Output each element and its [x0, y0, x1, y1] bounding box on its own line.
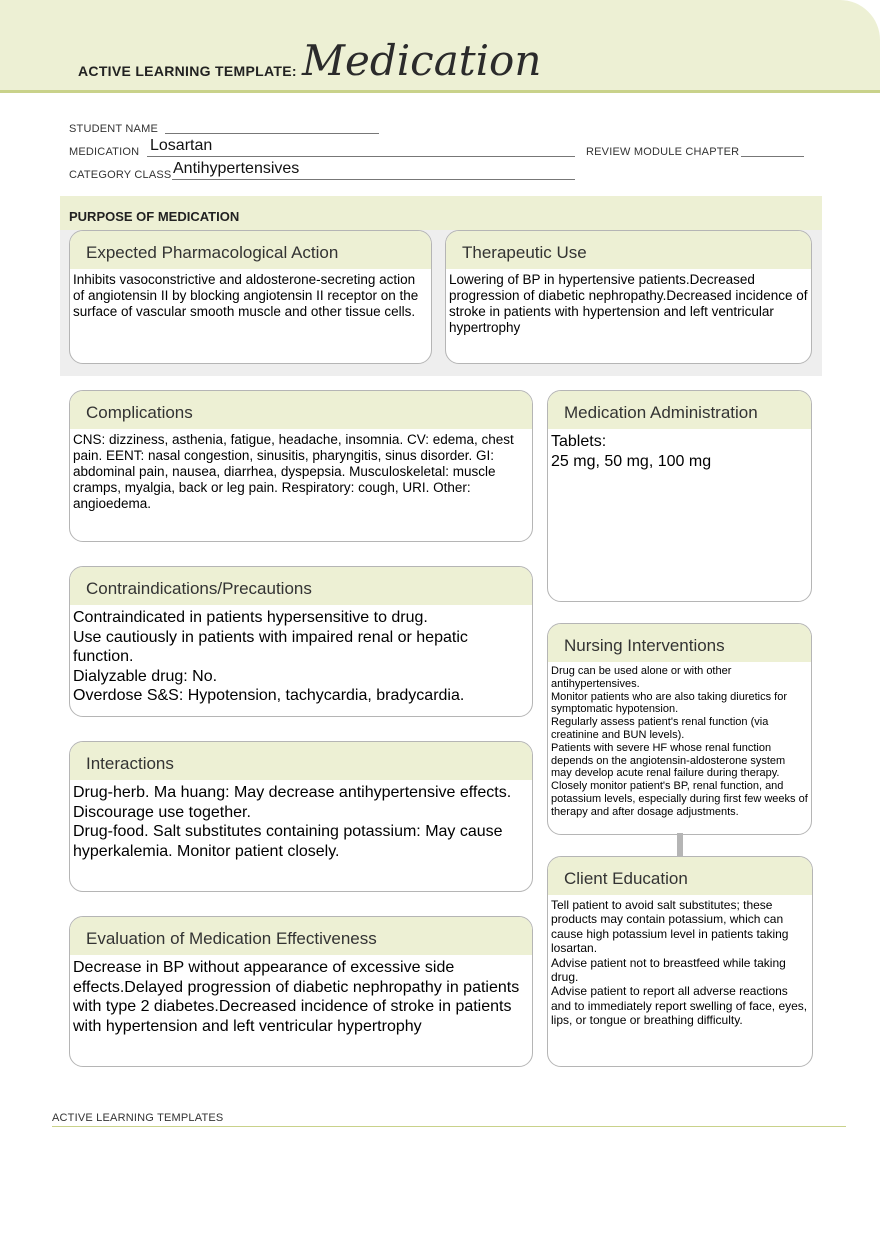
review-module-label: REVIEW MODULE CHAPTER	[586, 146, 740, 158]
expected-action-title: Expected Pharmacological Action	[86, 243, 339, 262]
nursing-interventions-text[interactable]: Drug can be used alone or with other antihypertensives. Monitor patients who are also taking diuretics for symptomatic hypotension. Regularly assess patient's renal function (via creatinine and BUN levels). Patients with severe HF whose renal function depends on the angiotensin-aldosterone system may develop acute renal failure during therapy. Closely monitor patient's BP, renal function, and potassium levels, especially during first few weeks of therapy and after dosage adjustments.	[551, 665, 808, 818]
interactions-title: Interactions	[86, 754, 174, 773]
review-module-field[interactable]	[741, 156, 804, 157]
therapeutic-use-title: Therapeutic Use	[462, 243, 587, 262]
medication-field[interactable]	[147, 156, 575, 157]
evaluation-text[interactable]: Decrease in BP without appearance of excessive side effects.Delayed progression of diabetic nephropathy in patients with type 2 diabetes.Decreased incidence of stroke in patients with hypertension and left ventricular hypertrophy	[73, 959, 520, 1035]
contraindications-title: Contraindications/Precautions	[86, 579, 312, 598]
complications-box	[69, 390, 533, 542]
evaluation-title: Evaluation of Medication Effectiveness	[86, 929, 377, 948]
therapeutic-use-header	[446, 231, 811, 269]
evaluation-header	[70, 917, 532, 955]
template-header	[0, 0, 880, 93]
template-label: ACTIVE LEARNING TEMPLATE:	[78, 63, 297, 79]
category-class-label: CATEGORY CLASS	[69, 169, 172, 181]
connector-line	[677, 833, 683, 857]
interactions-box	[69, 741, 533, 892]
student-name-label: STUDENT NAME	[69, 123, 158, 135]
nursing-interventions-header	[548, 624, 811, 662]
category-class-value: Antihypertensives	[173, 160, 300, 177]
footer-divider	[52, 1126, 846, 1127]
interactions-header	[70, 742, 532, 780]
category-class-field[interactable]	[172, 179, 575, 180]
therapeutic-use-box	[445, 230, 812, 364]
student-name-field[interactable]	[165, 133, 379, 134]
expected-action-text[interactable]: Inhibits vasoconstrictive and aldosterone-secreting action of angiotensin II by blocking angiotensin II receptor on the surface of vascular smooth muscle and other tissue cells.	[73, 272, 419, 319]
therapeutic-use-text[interactable]: Lowering of BP in hypertensive patients.Decreased progression of diabetic nephropathy.Decreased incidence of stroke in patients with hypertension and left ventricular hypertrophy	[449, 272, 808, 335]
medication-value: Losartan	[150, 137, 213, 154]
evaluation-box	[69, 916, 533, 1067]
expected-action-box	[69, 230, 432, 364]
purpose-label: PURPOSE OF MEDICATION	[69, 209, 240, 224]
administration-text[interactable]: Tablets: 25 mg, 50 mg, 100 mg	[551, 433, 712, 470]
nursing-interventions-box	[547, 623, 812, 835]
contraindications-text[interactable]: Contraindicated in patients hypersensitive to drug. Use cautiously in patients with impaired renal or hepatic function. Dialyzable drug: No. Overdose S&S: Hypotension, tachycardia, bradycardia.	[73, 609, 468, 704]
expected-action-header	[70, 231, 431, 269]
complications-text[interactable]: CNS: dizziness, asthenia, fatigue, headache, insomnia. CV: edema, chest pain. EENT: nasal congestion, sinusitis, pharyngitis, sinus disorder. GI: abdominal pain, nausea, diarrhea, dyspepsia. Musculoskeletal: muscle cramps, myalgia, back or leg pain. Respiratory: cough, URI. Other: angioedema.	[73, 432, 514, 511]
administration-box	[547, 390, 812, 602]
client-education-title: Client Education	[564, 869, 688, 888]
footer-label: ACTIVE LEARNING TEMPLATES	[52, 1112, 224, 1124]
administration-title: Medication Administration	[564, 403, 758, 422]
medication-label: MEDICATION	[69, 146, 140, 158]
nursing-interventions-title: Nursing Interventions	[564, 636, 725, 655]
client-education-header	[548, 857, 812, 895]
template-title: Medication	[302, 36, 542, 85]
interactions-text[interactable]: Drug-herb. Ma huang: May decrease antihypertensive effects. Discourage use together. Drug-food. Salt substitutes containing potassium: May cause hyperkalemia. Monitor patient closely.	[73, 784, 512, 860]
complications-title: Complications	[86, 403, 193, 422]
client-education-box	[547, 856, 813, 1067]
client-education-text[interactable]: Tell patient to avoid salt substitutes; these products may contain potassium, which can cause high potassium level in patients taking losartan. Advise patient not to breastfeed while taking drug. Advise patient to report all adverse reactions and to immediately report swelling of face, eyes, lips, or tongue or breathing difficulty.	[551, 898, 808, 1028]
administration-header	[548, 391, 811, 429]
complications-header	[70, 391, 532, 429]
contraindications-box	[69, 566, 533, 717]
contraindications-header	[70, 567, 532, 605]
